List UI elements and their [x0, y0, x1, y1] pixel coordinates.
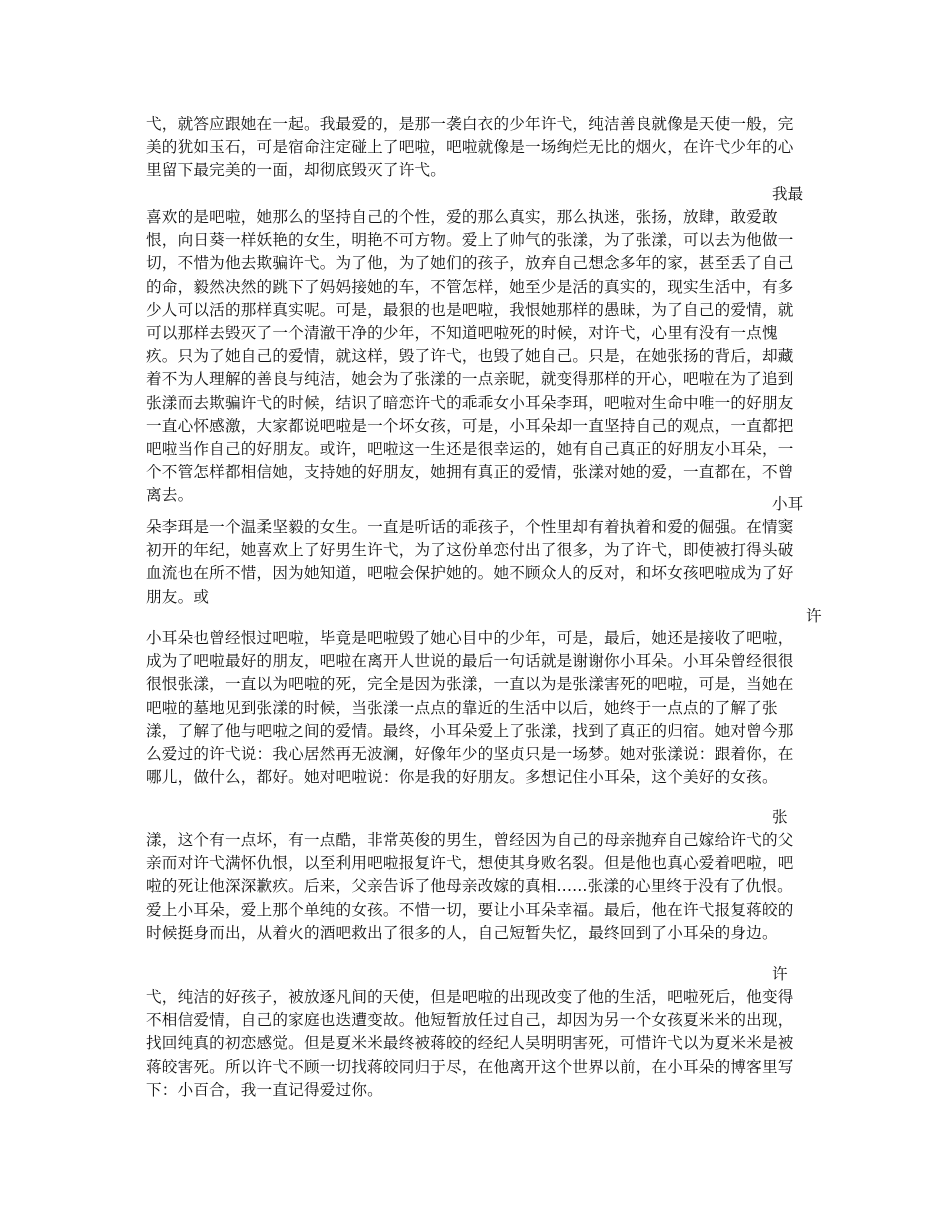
- paragraph-2: 喜欢的是吧啦，她那么的坚持自己的个性，爱的那么真实，那么执迷，张扬，放肆，敢爱敢恨，向日葵一样妖艳的女生，明艳不可方物。爱上了帅气的张漾，为了张漾，可以去为他做一切，不惜为他去欺骗许弋。为了他，为了她们的孩子，放弃自己想念多年的家，甚至丢了自己的命，毅然决然的跳下了妈妈接她的车，不管怎样，她至少是活的真实的，现实生活中，有多少人可以活的那样真实呢。可是，最狠的也是吧啦，我恨她那样的愚昧，为了自己的爱情，就可以那样去毁灭了一个清澈干净的少年，不知道吧啦死的时候，对许弋，心里有没有一点愧疚。只为了她自己的爱情，就这样，毁了许弋，也毁了她自己。只是，在她张扬的背后，却藏着不为人理解的善良与纯洁，她会为了张漾的一点亲昵，就变得那样的开心，吧啦在为了追到张漾而去欺骗许弋的时候，结识了暗恋许弋的乖乖女小耳朵李珥，吧啦对生命中唯一的好朋友一直心怀感激，大家都说吧啦是一个坏女孩，可是，小耳朵却一直坚持自己的观点，一直都把吧啦当作自己的好朋友。或许，吧啦这一生还是很幸运的，她有自己真正的好朋友小耳朵，一个不管怎样都相信她，支持她的好朋友，她拥有真正的爱情，张漾对她的爱，一直都在，不曾离去。: [146, 208, 794, 505]
- paragraph-4-lead: 许: [806, 607, 822, 625]
- paragraph-6-lead: 许: [772, 965, 788, 983]
- paragraph-3: 朵李珥是一个温柔坚毅的女生。一直是听话的乖孩子，个性里却有着执着和爱的倔强。在情窦初开的年纪，她喜欢上了好男生许弋，为了这份单恋付出了很多，为了许弋，即使被打得头破血流也在所不惜，因为她知道，吧啦会保护她的。她不顾众人的反对，和坏女孩吧啦成为了好朋友。或: [146, 518, 794, 606]
- paragraph-5: 漾，这个有一点坏，有一点酷，非常英俊的男生，曾经因为自己的母亲抛弃自己嫁给许弋的父亲而对许弋满怀仇恨，以至利用吧啦报复许弋，想使其身败名裂。但是他也真心爱着吧啦，吧啦的死让他深深歉疚。后来，父亲告诉了他母亲改嫁的真相......张漾的心里终于没有了仇恨。爱上小耳朵，爱上那个单纯的女孩。不惜一切，要让小耳朵幸福。最后，他在许弋报复蒋皎的时候挺身而出，从着火的酒吧救出了很多的人，自己短暂失忆，最终回到了小耳朵的身边。: [146, 831, 794, 942]
- paragraph-3-lead: 小耳: [772, 495, 804, 513]
- paragraph-1: 弋，就答应跟她在一起。我最爱的，是那一袭白衣的少年许弋，纯洁善良就像是天使一般，完美的犹如玉石，可是宿命注定碰上了吧啦，吧啦就像是一场绚烂无比的烟火，在许弋少年的心里留下最完美的一面，却彻底毁灭了许弋。: [146, 115, 794, 180]
- paragraph-5-lead: 张: [772, 808, 788, 826]
- paragraph-4: 小耳朵也曾经恨过吧啦，毕竟是吧啦毁了她心目中的少年，可是，最后，她还是接收了吧啦，成为了吧啦最好的朋友，吧啦在离开人世说的最后一句话就是谢谢你小耳朵。小耳朵曾经很很很恨张漾，一直以为吧啦的死，完全是因为张漾，一直以为是张漾害死的吧啦，可是，当她在吧啦的墓地见到张漾的时候，当张漾一点点的靠近的生活中以后，她终于一点点的了解了张漾，了解了他与吧啦之间的爱情。最终，小耳朵爱上了张漾，找到了真正的归宿。她对曾今那么爱过的许弋说：我心居然再无波澜，好像年少的坚贞只是一场梦。她对张漾说：跟着你，在哪儿，做什么，都好。她对吧啦说：你是我的好朋友。多想记住小耳朵，这个美好的女孩。: [146, 629, 794, 787]
- paragraph-6: 弋，纯洁的好孩子，被放逐凡间的天使，但是吧啦的出现改变了他的生活，吧啦死后，他变得不相信爱情，自己的家庭也迭遭变故。他短暂放任过自己，却因为另一个女孩夏米米的出现，找回纯真的初恋感觉。但是夏米米最终被蒋皎的经纪人吴明明害死，可惜许弋以为夏米米是被蒋皎害死。所以许弋不顾一切找蒋皎同归于尽，在他离开这个世界以前，在小耳朵的博客里写下：小百合，我一直记得爱过你。: [146, 988, 794, 1099]
- paragraph-2-lead: 我最: [772, 185, 804, 203]
